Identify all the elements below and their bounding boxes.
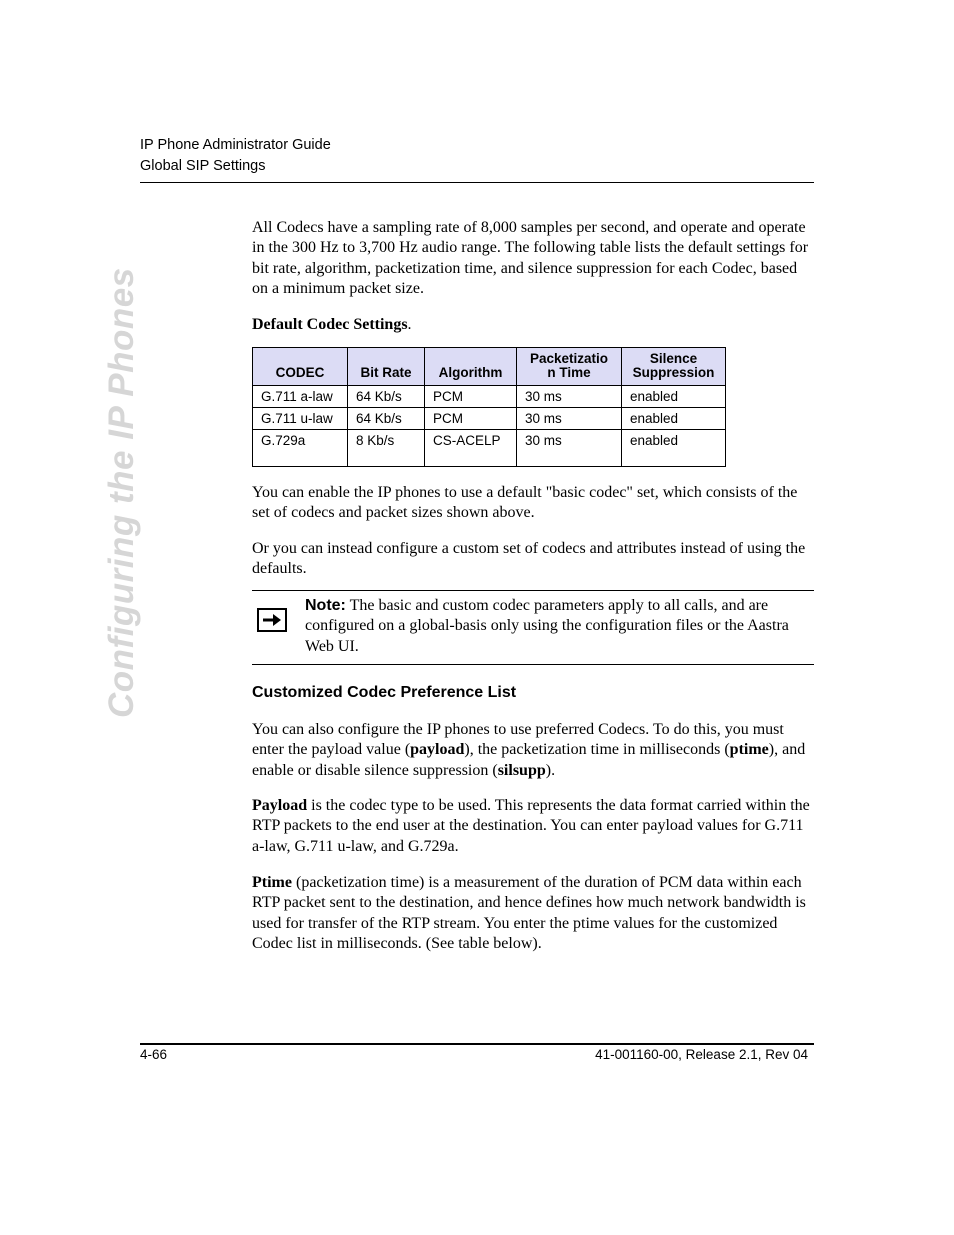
- page-number: 4-66: [140, 1047, 168, 1062]
- text-run: ), and enable or disable silence suppression (: [252, 741, 806, 779]
- codec-settings-table: [252, 347, 726, 467]
- table-caption-text: Default Codec Settings: [252, 316, 408, 333]
- ptime-paragraph: [252, 873, 814, 954]
- text-run: You can also configure the IP phones to use preferred Codecs. To do this, you must enter the payload value (: [252, 721, 784, 759]
- page-header: [140, 135, 814, 177]
- cell-algorithm: PCM: [425, 386, 517, 408]
- section-title: Global SIP Settings: [140, 158, 266, 174]
- cell-packetization-time: 30 ms: [517, 430, 622, 467]
- col-header-packetization-time: Packetizatio n Time: [517, 348, 622, 386]
- col-header-codec: CODEC: [253, 348, 348, 386]
- payload-term: Payload: [252, 797, 308, 814]
- table-row: [253, 430, 726, 467]
- table-header-row: [253, 348, 726, 386]
- footer-divider: [140, 1043, 814, 1045]
- cell-packetization-time: 30 ms: [517, 386, 622, 408]
- section-heading: Customized Codec Preference List: [252, 684, 517, 701]
- cell-packetization-time: 30 ms: [517, 408, 622, 430]
- term-silsupp: silsupp: [497, 761, 546, 779]
- arrow-right-icon: [257, 608, 287, 632]
- cell-bit-rate: 64 Kb/s: [348, 386, 425, 408]
- note-label: Note:: [305, 597, 346, 614]
- text-run: ).: [545, 761, 556, 779]
- text-run: ), the packetization time in milliseconds (: [464, 741, 730, 759]
- note-body: The basic and custom codec parameters apply to all calls, and are configured on a global-basis only using the configuration files or the Aastra Web UI.: [305, 597, 789, 655]
- cell-algorithm: PCM: [425, 408, 517, 430]
- col-header-silence-suppression: Silence Suppression: [622, 348, 726, 386]
- header-divider: [140, 182, 814, 183]
- guide-title: IP Phone Administrator Guide: [140, 137, 331, 153]
- basic-codec-paragraph: You can enable the IP phones to use a default "basic codec" set, which consists of the set of codecs and packet sizes shown above.: [252, 484, 798, 522]
- payload-text: is the codec type to be used. This represents the data format carried within the RTP packets to the end user at the destination. You can enter payload values for G.711 a-law, G.711 u-law, and G.729a.: [252, 797, 810, 855]
- ptime-text: (packetization time) is a measurement of the duration of PCM data within each RTP packet sent to the destination, and hence defines how much network bandwidth is used for transfer of the RTP stream. You enter the ptime values for the customized Codec list in milliseconds. (See table below).: [252, 874, 806, 952]
- note-text: [305, 596, 810, 657]
- cell-codec: G.729a: [253, 430, 348, 467]
- ptime-term: Ptime: [252, 874, 292, 891]
- cell-codec: G.711 u-law: [253, 408, 348, 430]
- table-row: [253, 386, 726, 408]
- col-header-algorithm: Algorithm: [425, 348, 517, 386]
- term-ptime: ptime: [729, 741, 769, 759]
- col-header-bit-rate: Bit Rate: [348, 348, 425, 386]
- cell-silence-suppression: enabled: [622, 408, 726, 430]
- intro-paragraph: All Codecs have a sampling rate of 8,000 samples per second, and operate and operate in the 300 Hz to 3,700 Hz audio range. The following table lists the default settings for bit rate, algorithm, packetization time, and silence suppression for each Codec, based on a minimum packet size.: [252, 219, 809, 297]
- note-box: [252, 590, 814, 665]
- cell-codec: G.711 a-law: [253, 386, 348, 408]
- cell-algorithm: CS-ACELP: [425, 430, 517, 467]
- chapter-side-tab: Configuring the IP Phones: [102, 267, 141, 718]
- term-payload: payload: [410, 741, 465, 759]
- cell-silence-suppression: enabled: [622, 430, 726, 467]
- custom-codec-paragraph: Or you can instead configure a custom set of codecs and attributes instead of using the defaults.: [252, 540, 806, 578]
- table-caption: [252, 316, 412, 334]
- payload-paragraph: [252, 796, 814, 857]
- cell-bit-rate: 8 Kb/s: [348, 430, 425, 467]
- table-caption-suffix: .: [407, 316, 412, 333]
- document-id: 41-001160-00, Release 2.1, Rev 04: [595, 1047, 808, 1062]
- cell-bit-rate: 64 Kb/s: [348, 408, 425, 430]
- preferred-codec-paragraph: [252, 720, 814, 781]
- cell-silence-suppression: enabled: [622, 386, 726, 408]
- table-row: [253, 408, 726, 430]
